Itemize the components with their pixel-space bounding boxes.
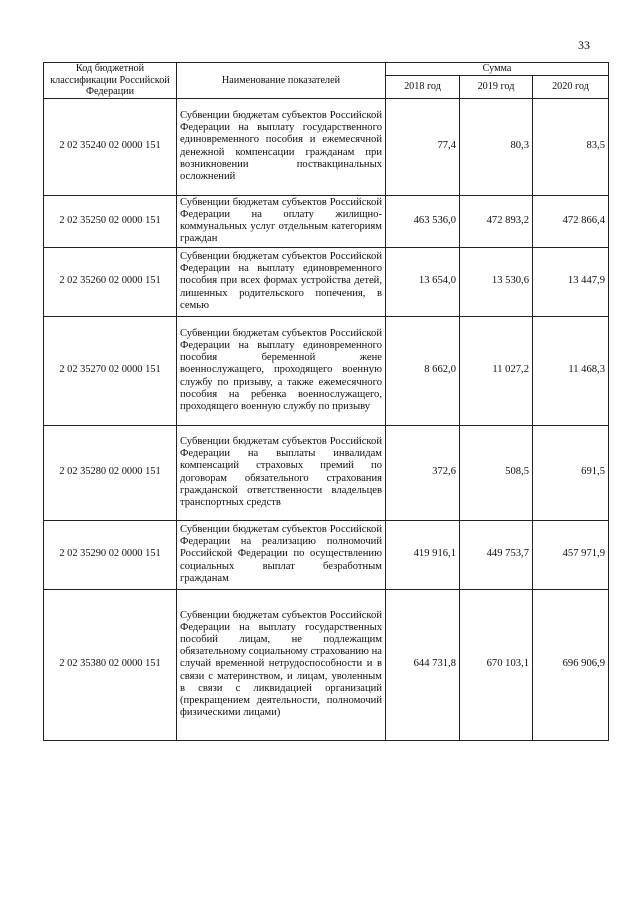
row-code: 2 02 35250 02 0000 151: [44, 195, 177, 247]
row-name: Субвенции бюджетам субъектов Российской Федерации на выплату единовременного пособия беременной жене военнослужащего, проходящего военную службу по призыву, а также ежемесячного пособия на ребенка военнослужащего, проходящего военную службу по призыву: [177, 316, 386, 425]
table-row: [44, 247, 609, 316]
row-value-2018: 463 536,0: [386, 195, 460, 247]
table-row: [44, 520, 609, 589]
row-value-2018: 13 654,0: [386, 247, 460, 316]
header-name: Наименование показателей: [177, 63, 386, 99]
header-year-2020: 2020 год: [533, 75, 609, 98]
row-value-2019: 508,5: [460, 425, 533, 520]
table-row: [44, 195, 609, 247]
row-value-2018: 372,6: [386, 425, 460, 520]
row-value-2019: 449 753,7: [460, 520, 533, 589]
budget-table: [43, 62, 609, 741]
header-year-2019: 2019 год: [460, 75, 533, 98]
row-value-2020: 696 906,9: [533, 589, 609, 740]
row-value-2019: 670 103,1: [460, 589, 533, 740]
row-code: 2 02 35380 02 0000 151: [44, 589, 177, 740]
row-code: 2 02 35260 02 0000 151: [44, 247, 177, 316]
table-row: [44, 589, 609, 740]
row-value-2018: 644 731,8: [386, 589, 460, 740]
row-name: Субвенции бюджетам субъектов Российской Федерации на выплату государственного единовременного пособия и ежемесячной денежной компенсации гражданам при возникновении поствакцинальных осложнений: [177, 98, 386, 195]
header-sum: Сумма: [386, 63, 609, 76]
row-code: 2 02 35290 02 0000 151: [44, 520, 177, 589]
row-value-2020: 457 971,9: [533, 520, 609, 589]
row-value-2019: 13 530,6: [460, 247, 533, 316]
page-number: 33: [578, 38, 590, 52]
row-name: Субвенции бюджетам субъектов Российской Федерации на выплату государственных пособий лицам, не подлежащим обязательному социальному страхованию на случай временной нетрудоспособности и в связи с материнством, и лицам, уволенным в связи с ликвидацией организаций (прекращением деятельности, полномочий физическими лицами): [177, 589, 386, 740]
row-code: 2 02 35270 02 0000 151: [44, 316, 177, 425]
row-value-2020: 691,5: [533, 425, 609, 520]
table-row: [44, 316, 609, 425]
header-year-2018: 2018 год: [386, 75, 460, 98]
row-value-2020: 83,5: [533, 98, 609, 195]
row-name: Субвенции бюджетам субъектов Российской Федерации на реализацию полномочий Российской Федерации по осуществлению социальных выплат безработным гражданам: [177, 520, 386, 589]
row-value-2018: 419 916,1: [386, 520, 460, 589]
row-name: Субвенции бюджетам субъектов Российской Федерации на выплату единовременного пособия при всех формах устройства детей, лишенных родительского попечения, в семью: [177, 247, 386, 316]
row-value-2019: 472 893,2: [460, 195, 533, 247]
row-value-2020: 13 447,9: [533, 247, 609, 316]
row-code: 2 02 35240 02 0000 151: [44, 98, 177, 195]
table-row: [44, 425, 609, 520]
row-value-2020: 472 866,4: [533, 195, 609, 247]
row-name: Субвенции бюджетам субъектов Российской Федерации на выплаты инвалидам компенсаций страховых премий по договорам обязательного страхования гражданской ответственности владельцев транспортных средств: [177, 425, 386, 520]
row-value-2018: 8 662,0: [386, 316, 460, 425]
row-code: 2 02 35280 02 0000 151: [44, 425, 177, 520]
row-value-2018: 77,4: [386, 98, 460, 195]
table-row: [44, 98, 609, 195]
row-name: Субвенции бюджетам субъектов Российской Федерации на оплату жилищно-коммунальных услуг отдельным категориям граждан: [177, 195, 386, 247]
row-value-2020: 11 468,3: [533, 316, 609, 425]
row-value-2019: 11 027,2: [460, 316, 533, 425]
row-value-2019: 80,3: [460, 98, 533, 195]
header-code: Код бюджетной классификации Российской Федерации: [44, 63, 177, 99]
